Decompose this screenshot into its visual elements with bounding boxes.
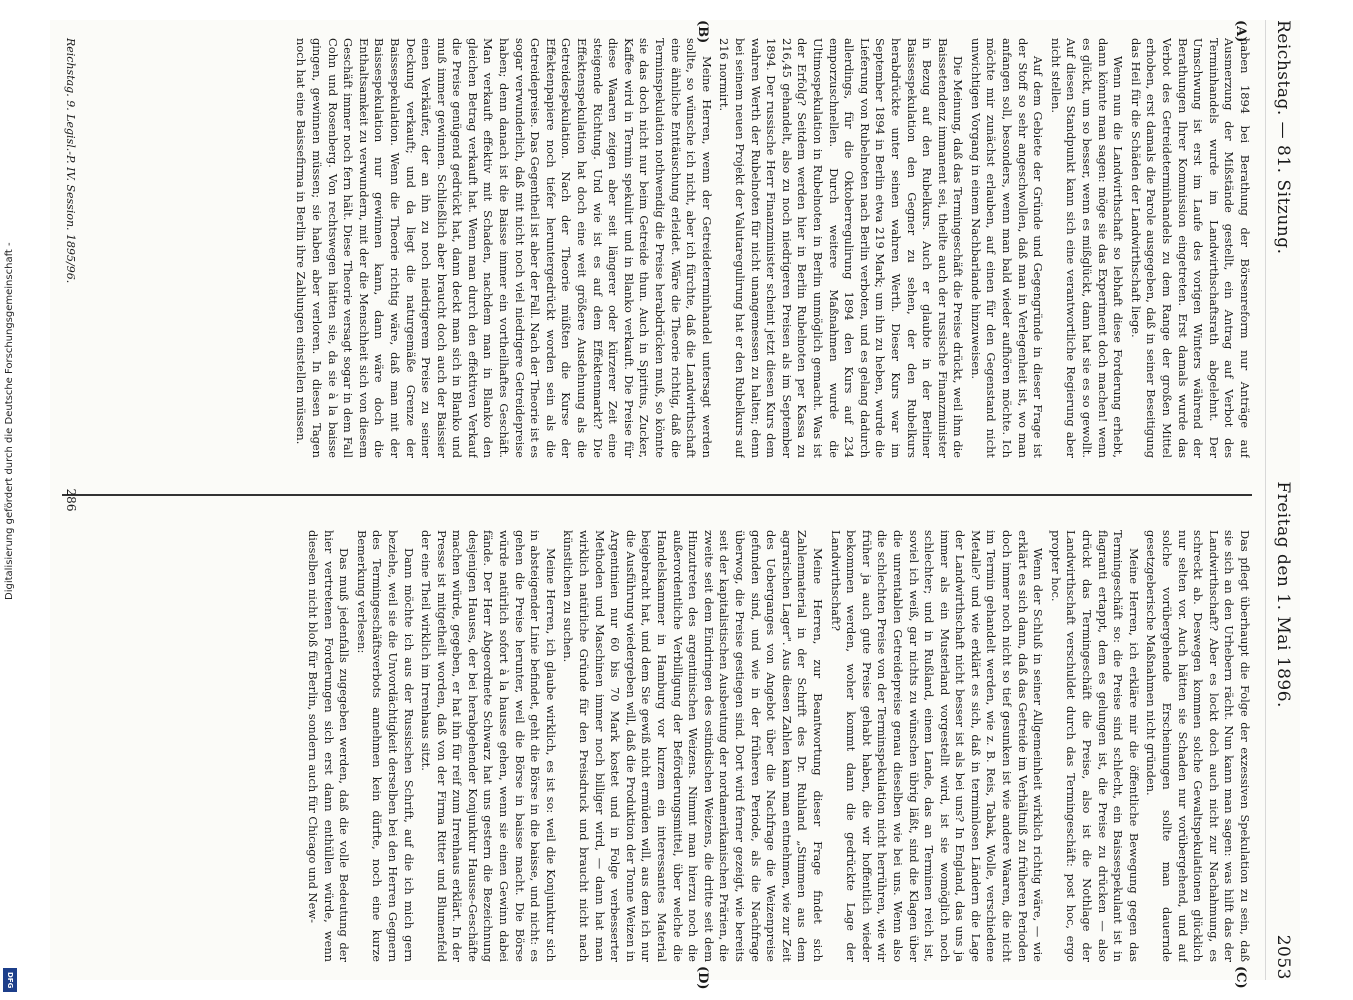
dfg-logo-icon: DFG	[3, 968, 17, 992]
left-paragraph: Auf dem Gebiete der Gründe und Gegengründe in dieser Frage ist der Stoff so sehr angeschwollen, daß man in Verlegenheit ist, wo man anfangen soll, besonders, wenn man bald wieder aufhören möchte. Ich möchte mir zunächst erlauben, auf einen für den Gegenstand nicht unwichtigen Vorgang in einem Nachbarlande hinzuweisen.	[968, 38, 1046, 458]
left-paragraph: Meine Herren, wenn der Getreideterminhandel untersagt werden sollte, so wünsche ich nicht, aber ich fürchte, daß die Landwirthschaft eine ähnliche Enttäuschung erleidet. Wäre die Theorie richtig, daß die Terminspekulation nothwendig die Preise herabdrücken muß, so könnte sie das doch nicht nur beim Getreide thun. Auch in Spiritus, Zucker, Kaffee wird in Termin spekulirt und in Blanko verkauft. Die Preise für diese Waaren zeigen aber seit längerer oder kürzerer Zeit eine steigende Richtung. Und wie ist es auf dem Effektenmarkt? Die Effektenspekulation hat doch eine weit größere Ausdehnung als die Getreidespekulation. Nach der Theorie müßten die Kurse der Effektenpapiere noch tiefer heruntergedrückt worden sein als die Getreidepreise. Das Gegentheil ist aber der Fall. Nach der Theorie ist es sogar verwunderlich, daß mit nicht noch viel niedrigere Getreidepreise haben; denn danach ist die Baisse immer ein vortheilhaftes Geschäft. Man verkauft effektiv mit Schaden, nachdem man in Blanko den gleichen Betrag verkauft hat. Wenn man durch den effektiven Verkauf die Preise genügend gedrückt hat, dann deckt man sich in Blanko und muß immer gewinnen. Schließlich aber braucht doch auch der Baissier einen Verkäufer, der an ihn zu noch niedrigerem Preise zu seiner Deckung verkauft; und da liegt die naturgemäße Grenze der Baissespekulation. Wenn die Theorie richtig wäre, daß man mit der Baissespekulation nur gewinnen kann, dann wäre doch die Enthaltsamkeit zu verwundern, mit der die Menschheit sich von diesem Geschäft immer noch fern hält. Diese Theorie versagt sogar in dem Fall Cohn und Rosenberg. Von rechtswegen hätten sie, da sie à la baisse gingen, gewinnen müssen; sie haben aber verloren. In diesen Tagen noch hat eine Baissefirma in Berlin ihre Zahlungen einstellen müssen.	[294, 38, 714, 458]
left-paragraph: Wenn nun die Landwirthschaft so lebhaft diese Forderung erhebt, dann könnte man sagen: möge sie das Experiment doch machen! wenn es glückt, um so besser, wenn es mißglückt, dann hat sie es so gewollt. Auf diesen Standpunkt kann sich eine verantwortliche Regierung aber nicht stellen.	[1048, 38, 1126, 458]
left-paragraph: Die Meinung, daß das Termingeschäft die Preise drückt, weil ihm die Baissetendenz immanent sei, theilte auch der russische Finanzminister in Bezug auf den Rubelkurs. Auch er glaubte in der Berliner Baissespekulation den Gegner zu sehen, der den Rubelkurs herabdrückte unter seinen wahren Werth. Dieser Kurs war im September 1894 in Berlin etwa 219 Mark; um ihn zu heben, wurde die Lieferung von Rubelnoten nach Berlin verboten, und es gelang dadurch allerdings, für die Oktoberregulirung 1894 den Kurs auf 234 emporzuschnellen. Durch weitere Maßnahmen wurde die Ultimospekulation in Rubelnoten in Berlin unmöglich gemacht. Was ist der Erfolg? Seitdem werden hier in Berlin Rubelnoten per Kassa zu 216,45 gehandelt, also zu noch niedrigeren Preisen als im September 1894. Der russische Herr Finanzminister scheint jetzt diesen Kurs dem wahren Werth der Rubelnoten für nicht unangemessen zu halten; denn bei seinem neuen Projekt der Valutaregulirung hat er den Rubelkurs auf 216 normirt.	[717, 38, 966, 458]
margin-mark-d: (D)	[695, 966, 710, 990]
right-paragraph: Meine Herren, ich erkläre mir die öffentliche Bewegung gegen das Termingeschäft so: die Preise sind schlecht, ein Baissespekulant ist in flagranti ertappt, dem es gelungen ist, die Preise zu drücken — also drückt das Termingeschäft die Preise, also ist die Nothlage der Landwirthschaft verschuldet durch das Termingeschäft: post hoc, ergo propter hoc.	[1048, 530, 1141, 962]
right-text-column	[62, 530, 1252, 962]
header-session: Reichstag. — 81. Sitzung.	[1273, 20, 1293, 255]
right-paragraph: Das pflegt überhaupt die Folge der exzessiven Spekulation zu sein, daß sie sich an den Urhebern rächt. Nun kann man sagen: was hilft das der Landwirthschaft? Aber es lockt doch auch nicht zur Nachahmung, es schreckt ab. Deswegen kommen solche Gewaltspekulationen glücklich nur selten vor. Auch hätten sie Schaden nur vorübergehend, und auf solche vorübergehende Erscheinungen sollte man dauernde gesetzgeberische Maßnahmen nicht gründen.	[1144, 530, 1252, 962]
column-divider	[62, 494, 1252, 496]
page-number: 286	[64, 488, 78, 512]
source-footnote: Reichstag. 9. Legisl.-P. IV. Session. 1895/96.	[64, 38, 77, 284]
margin-mark-b: (B)	[695, 20, 710, 44]
running-head	[1265, 20, 1300, 980]
right-paragraph: Dann möchte ich aus der Russischen Schrift, auf die ich mich gern beziehe, weil sie die Unvordächtigkeit derselben bei den Herren Gegnern des Termingeschäftsverbots annehmen kein dürfte, noch eine kurze Bemerkung verlesen:	[354, 530, 416, 962]
right-paragraph: Das muß jedenfalls zugegeben werden, daß die volle Bedeutung der hier vertretenen Forderungen sich erst dann enthüllen würde, wenn dieselben nicht bloß für Berlin, sondern auch für Chicago und New-	[305, 530, 352, 962]
rotated-scan-page	[50, 20, 1300, 990]
left-paragraph: haben 1894 bei Berathung der Börsenreform nur Anträge auf Ausmerzung der Mißstände gestellt, ein Antrag auf Verbot des Terminhandels wurde im Landwirthschaftsrath abgelehnt. Der Umschwung ist erst im Laufe des vorigen Winters während der Berathungen Ihrer Kommission eingetreten. Erst damals wurde das Verbot des Getreideterminhandels zu dem Range der großen Mittel erhoben, erst damals die Parole ausgegeben, daß in seiner Beseitigung das Heil für die Schäden der Landwirthschaft liege.	[1128, 38, 1252, 458]
digitization-credit: Digitalisierung gefördert durch die Deutsche Forschungsgemeinschaft -	[4, 242, 15, 600]
header-date: Freitag den 1. Mai 1896.	[1273, 481, 1293, 708]
header-column-number: 2053	[1273, 934, 1293, 980]
margin-mark-a: (A)	[1233, 20, 1248, 43]
margin-mark-c: (C)	[1233, 966, 1248, 989]
left-text-column	[62, 38, 1252, 458]
right-paragraph: Meine Herren, ich glaube wirklich, es ist so: weil die Konjunktur sich in absteigender Linie befindet, geht die Börse in die baisse, und nicht: es gehen die Preise herunter, weil die Börse in baisse macht. Die Börse würde natürlich sofort à la hausse gehen, wenn sie einen Gewinn dabei fände. Der Herr Abgeordnete Schwarz hat uns gestern die Bezeichnung desjenigen Hauses, der bei herabgehender Konjunktur Hausse-Geschäfte machen würde, gegeben, er hat ihn für reif zum Irrenhaus erklärt. In der Presse ist mitgetheilt worden, daß von der Firma Ritter und Blumenfeld der eine Theil wirklich im Irrenhaus sitzt.	[419, 530, 558, 962]
right-paragraph: Meine Herren, zur Beantwortung dieser Frage findet sich Zahlenmaterial in der Schrift des Dr. Ruhland „Stimmen aus dem agrarischen Lager". Aus diesen Zahlen kann man entnehmen, wie zur Zeit des Ueberganges von Angebot über die Nachfrage die Weizenpreise gefunden sind, und wie in der früheren Periode, als die Nachfrage überwog, die Preise gestiegen sind. Dort wird ferner gezeigt, wie bereits seit der kapitalistischen Ausbeutung der nordamerikanischen Prärien, die zweite seit dem Eindringen des ostindischen Weizens, die dritte seit dem Hinzutreten des argentinischen Weizens. Nimmt man hierzu noch die außerordentliche Verbilligung der Beförderungsmittel, über welche die Handelskammer in Hamburg vor kurzem ein interessantes Material beigebracht hat, und dem Sie gewiß nicht ermüden will, aus dem ich nur die Ausführung wiedergeben will, daß die Produktion der Tonne Weizen in Argentinien nur 60 bis 70 Mark kostet und in Folge verbesserter Methoden und Maschinen immer noch billiger wird, — dann hat man wirklich natürliche Gründe für den Preisdruck und braucht nicht nach künstlichen zu suchen.	[561, 530, 825, 962]
right-paragraph: Wenn der Schluß in seiner Allgemeinheit wirklich richtig wäre, — wie erklärt es sich dann, daß das Getreide im Verhältniß zu früheren Perioden doch immer noch nicht so tief gesunken ist wie andere Waaren, die nicht im Termin gehandelt werden, wie z. B. Reis, Tabak, Wolle, verschiedene Metalle? und wie erklärt es sich, daß in termimlosen Ländern die Lage der Landwirthschaft nicht besser ist als bei uns? In England, das uns ja immer als ein Musterland vorgestellt wird, ist sie womöglich noch schlechter; und in Rußland, einem Lande, das an Terminen reich ist, soviel ich weiß, gar nichts zu wünschen übrig läßt, sind die Klagen über die unrentablen Getreidepreise genau dieselben wie bei uns. Wenn also die schlechten Preise von der Terminspekulation nicht herrühren, wie wir früher ja auch gute Preise gehabt haben, die wir hoffentlich wieder bekommen werden, woher kommt dann die gedrückte Lage der Landwirthschaft?	[828, 530, 1046, 962]
